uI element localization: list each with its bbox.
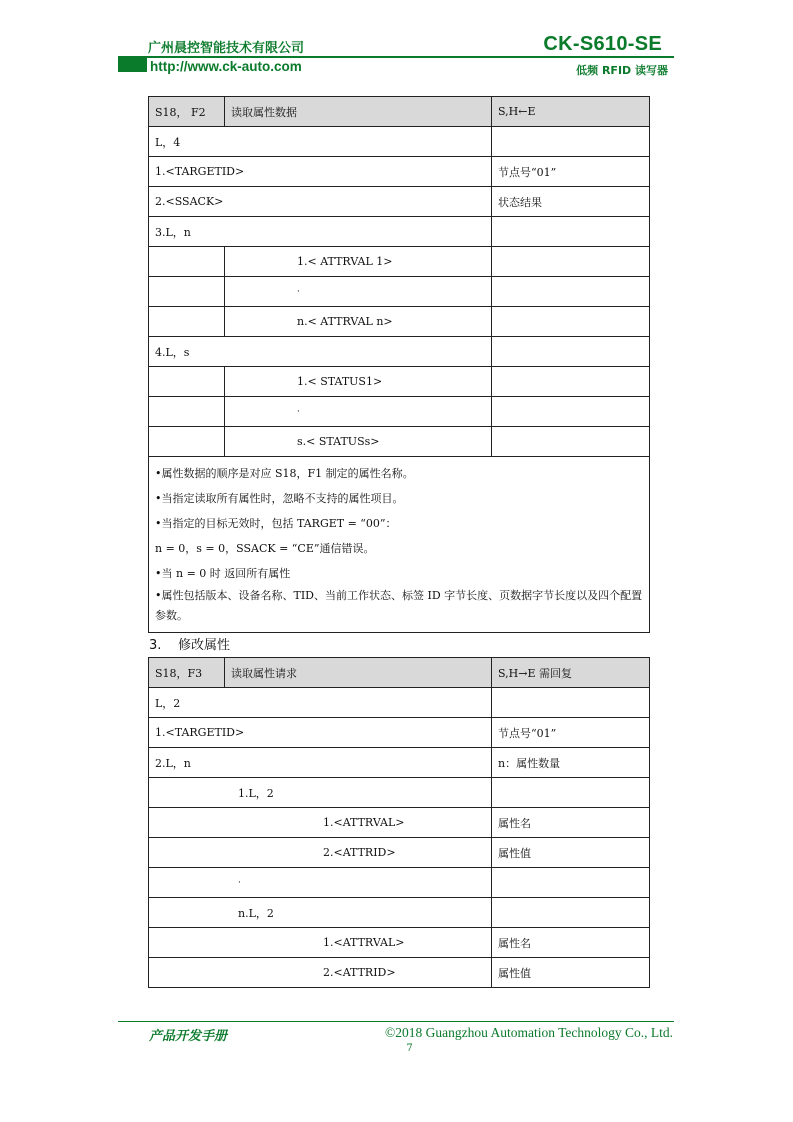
table-row	[149, 367, 650, 397]
note-line: n = 0，s = 0，SSACK = “CE”通信错误。	[155, 542, 375, 555]
row-note	[492, 367, 650, 397]
message-direction: S,H→E 需回复	[492, 658, 650, 688]
row-item: n.< ATTRVAL n>	[225, 307, 492, 337]
table-row	[149, 157, 650, 187]
row-spacer	[149, 277, 225, 307]
footer-title: 产品开发手册	[149, 1029, 228, 1044]
row-item: 4.L，s	[149, 337, 492, 367]
section-number: 3.	[149, 638, 162, 653]
page-number: 7	[406, 1043, 413, 1054]
table-row	[149, 868, 650, 898]
table-row	[149, 217, 650, 247]
row-note	[492, 307, 650, 337]
row-note	[492, 868, 650, 898]
table-row	[149, 778, 650, 808]
row-note: 属性名	[492, 808, 650, 838]
row-item: ·	[149, 868, 492, 898]
row-note: 状态结果	[492, 187, 650, 217]
row-note	[492, 898, 650, 928]
row-item: ·	[225, 277, 492, 307]
table-row	[149, 718, 650, 748]
row-item: 1.<TARGETID>	[149, 157, 492, 187]
website-url: http://www.ck-auto.com	[150, 59, 302, 74]
row-spacer	[149, 247, 225, 277]
row-item: 1.<TARGETID>	[149, 718, 492, 748]
table-row	[149, 187, 650, 217]
table-row	[149, 898, 650, 928]
row-note: 属性值	[492, 838, 650, 868]
row-item: 2.<SSACK>	[149, 187, 492, 217]
table-row	[149, 397, 650, 427]
row-note	[492, 337, 650, 367]
note-line: •当指定读取所有属性时，忽略不支持的属性项目。	[155, 492, 404, 505]
product-name: 低频 RFID 读写器	[576, 64, 668, 77]
table-row	[149, 307, 650, 337]
row-item: 2.<ATTRID>	[149, 958, 492, 988]
row-note: 属性名	[492, 928, 650, 958]
header-logo-block	[118, 57, 147, 72]
row-spacer	[149, 397, 225, 427]
table-row	[149, 958, 650, 988]
row-note: 节点号“01”	[492, 718, 650, 748]
notes-row	[149, 457, 650, 633]
row-item: ·	[225, 397, 492, 427]
row-item: L，4	[149, 127, 492, 157]
table-row	[149, 427, 650, 457]
row-item: L，2	[149, 688, 492, 718]
row-note	[492, 778, 650, 808]
row-spacer	[149, 307, 225, 337]
row-note	[492, 217, 650, 247]
row-item: 1.< STATUS1>	[225, 367, 492, 397]
table-row	[149, 337, 650, 367]
section-heading	[149, 634, 230, 653]
row-note: 节点号“01”	[492, 157, 650, 187]
model-number: CK-S610-SE	[543, 33, 662, 55]
table-s18-f3	[148, 657, 650, 988]
row-note	[492, 427, 650, 457]
row-note	[492, 127, 650, 157]
table-row	[149, 838, 650, 868]
table-row	[149, 247, 650, 277]
row-item: 1.< ATTRVAL 1>	[225, 247, 492, 277]
row-item: 1.L，2	[149, 778, 492, 808]
table-row	[149, 127, 650, 157]
row-spacer	[149, 367, 225, 397]
row-note	[492, 247, 650, 277]
notes-cell	[149, 457, 650, 633]
message-description: 读取属性请求	[225, 658, 492, 688]
note-line: •当指定的目标无效时，包括 TARGET = “00”：	[155, 517, 397, 530]
note-line: •属性数据的顺序是对应 S18，F1 制定的属性名称。	[155, 467, 414, 480]
footer-rule	[118, 1021, 674, 1022]
table-s18-f2	[148, 96, 650, 633]
row-note: n：属性数量	[492, 748, 650, 778]
row-spacer	[149, 427, 225, 457]
table-row	[149, 688, 650, 718]
table-row	[149, 748, 650, 778]
row-note	[492, 397, 650, 427]
row-item: 1.<ATTRVAL>	[149, 928, 492, 958]
row-item: 3.L，n	[149, 217, 492, 247]
row-item: 2.<ATTRID>	[149, 838, 492, 868]
note-line: •属性包括版本、设备名称、TID、当前工作状态、标签 ID 字节长度、页数据字节长度以及四个配置参数。	[155, 589, 643, 622]
table-header-row	[149, 658, 650, 688]
message-direction: S,H←E	[492, 97, 650, 127]
row-item: 2.L，n	[149, 748, 492, 778]
row-note	[492, 277, 650, 307]
row-note	[492, 688, 650, 718]
row-item: s.< STATUSs>	[225, 427, 492, 457]
section-title: 修改属性	[178, 638, 231, 653]
table-row	[149, 928, 650, 958]
table-row	[149, 808, 650, 838]
row-item: 1.<ATTRVAL>	[149, 808, 492, 838]
company-name: 广州晨控智能技术有限公司	[148, 41, 305, 56]
message-description: 读取属性数据	[225, 97, 492, 127]
table-header-row	[149, 97, 650, 127]
footer-copyright: ©2018 Guangzhou Automation Technology Co., Ltd.	[384, 1025, 673, 1040]
message-code: S18， F2	[149, 97, 225, 127]
message-code: S18，F3	[149, 658, 225, 688]
row-note: 属性值	[492, 958, 650, 988]
header-rule	[118, 56, 674, 58]
row-item: n.L，2	[149, 898, 492, 928]
table-row	[149, 277, 650, 307]
note-line: •当 n = 0 时 返回所有属性	[155, 567, 291, 580]
